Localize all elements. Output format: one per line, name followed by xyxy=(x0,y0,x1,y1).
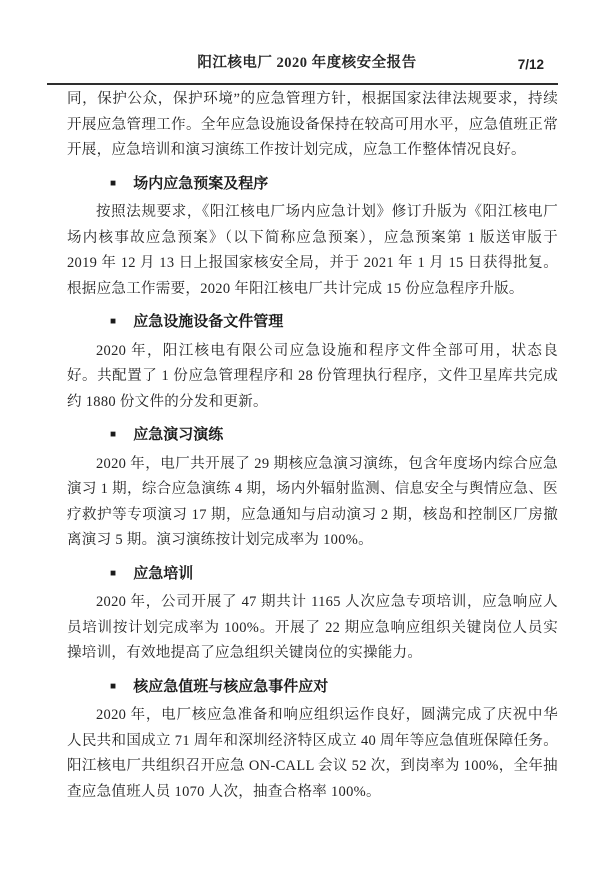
section-heading-facility-document-management xyxy=(67,309,558,335)
section-heading-text: 应急设施设备文件管理 xyxy=(133,313,284,330)
square-bullet-icon: ■ xyxy=(110,567,117,579)
section-heading-emergency-drills xyxy=(67,422,558,448)
section-heading-text: 应急演习演练 xyxy=(133,426,224,443)
header-rule xyxy=(47,83,558,85)
section-emergency-drills xyxy=(67,422,558,554)
intro-paragraph: 同，保护公众，保护环境”的应急管理方针，根据国家法律法规要求，持续开展应急管理工作。全年应急设施设备保持在较高可用水平，应急值班正常开展，应急培训和演习演练工作按计划完成，应急工作整体情况良好。 xyxy=(67,91,558,158)
square-bullet-icon: ■ xyxy=(110,316,117,327)
section-paragraph: 2020 年，电厂核应急准备和响应组织运作良好，圆满完成了庆祝中华人民共和国成立 71 周年和深圳经济特区成立 40 周年等应急值班保障任务。阳江核电厂共组织召开应急 ON-CALL 会议 52 次，到岗率为 100%，全年抽查应急值班人员 1070 人次，抽查合格率 100%。 xyxy=(67,707,558,800)
report-title: 阳江核电厂 2020 年度核安全报告 xyxy=(197,55,417,71)
section-emergency-training xyxy=(67,561,558,667)
section-heading-text: 应急培训 xyxy=(133,564,194,582)
document-body xyxy=(67,87,558,805)
section-paragraph: 2020 年，阳江核电有限公司应急设施和程序文件全部可用，状态良好。共配置了 1 份应急管理程序和 28 份管理执行程序，文件卫星库共完成约 1880 份文件的分发和更新。 xyxy=(67,342,558,410)
square-bullet-icon: ■ xyxy=(110,680,117,692)
section-facility-document-management xyxy=(67,309,558,415)
section-heading-text: 场内应急预案及程序 xyxy=(133,174,269,192)
section-paragraph: 2020 年，公司开展了 47 期共计 1165 人次应急专项培训，应急响应人员培训按计划完成率为 100%。开展了 22 期应急响应组织关键岗位人员实操培训，有效地提高了应急组织关键岗位的实操能力。 xyxy=(67,594,558,661)
section-heading-emergency-training xyxy=(67,561,558,587)
square-bullet-icon: ■ xyxy=(110,177,117,189)
square-bullet-icon: ■ xyxy=(110,429,117,440)
section-heading-onsite-emergency-plan xyxy=(67,171,558,197)
page-number: 7/12 xyxy=(517,57,544,72)
section-onsite-emergency-plan xyxy=(67,171,558,303)
section-heading-text: 核应急值班与核应急事件应对 xyxy=(133,677,329,695)
section-paragraph: 2020 年，电厂共开展了 29 期核应急演习演练，包含年度场内综合应急演习 1 期，综合应急演练 4 期，场内外辐射监测、信息安全与舆情应急、医疗救护等专项演习 17 期，应急通知与启动演习 2 期，核岛和控制区厂房撤离演习 5 期。演习演练按计划完成率为 100%。 xyxy=(67,455,558,548)
section-duty-and-event-response xyxy=(67,674,558,806)
section-paragraph: 按照法规要求，《阳江核电厂场内应急计划》修订升版为《阳江核电厂场内核事故应急预案》（以下简称应急预案），应急预案第 1 版送审版于 2019 年 12 月 13 日上报国家核安全局，并于 2021 年 1 月 15 日获得批复。根据应急工作需要，2020 年阳江核电厂共计完成 15 份应急程序升版。 xyxy=(67,204,558,297)
section-heading-duty-and-event-response xyxy=(67,674,558,700)
